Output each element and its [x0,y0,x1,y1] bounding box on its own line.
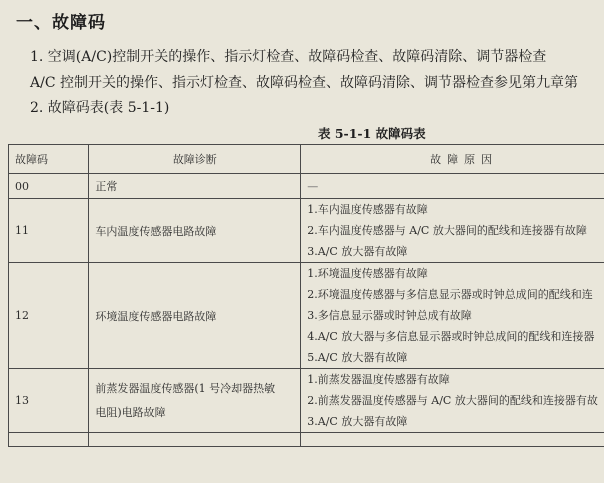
cell-code: 00 [9,174,89,199]
fault-code-table [8,144,604,447]
cell-cause [301,199,604,263]
table-header-row [9,145,604,174]
cell-code: 11 [9,199,89,263]
cause-line: 2.前蒸发器温度传感器与 A/C 放大器间的配线和连接器有故 [307,394,598,407]
cell-code: 12 [9,263,89,369]
section-heading: 一、故障码 [16,13,106,33]
cause-line: 3.A/C 放大器有故障 [307,245,408,258]
cell-code: 13 [9,369,89,433]
diagnosis-line: 前蒸发器温度传感器(1 号冷却器热敏 [95,381,276,395]
cell-diagnosis [89,369,301,433]
table-row [9,199,604,263]
table-row [9,433,604,447]
paragraph-1: 1. 空调(A/C)控制开关的操作、指示灯检查、故障码检查、故障码清除、调节器检查 [30,49,547,65]
header-diagnosis: 故障诊断 [89,145,301,174]
cell-cause [301,369,604,433]
cause-line: 4.A/C 放大器与多信息显示器或时钟总成间的配线和连接器 [307,330,595,343]
table-row [9,369,604,433]
cause-line: 3.多信息显示器或时钟总成有故障 [307,309,472,322]
cell-diagnosis: 正常 [89,174,301,199]
header-code: 故障码 [9,145,89,174]
cause-line: 5.A/C 放大器有故障 [307,351,408,364]
cause-line: 2.环境温度传感器与多信息显示器或时钟总成间的配线和连 [307,288,593,301]
paragraph-2: A/C 控制开关的操作、指示灯检查、故障码检查、故障码清除、调节器检查参见第九章第 [30,75,578,91]
table-row [9,263,604,369]
cause-line: 1.环境温度传感器有故障 [307,267,428,280]
cell-diagnosis: 环境温度传感器电路故障 [89,263,301,369]
table-row [9,174,604,199]
cause-line: 1.前蒸发器温度传感器有故障 [307,373,450,386]
cell-diagnosis: 车内温度传感器电路故障 [89,199,301,263]
paragraph-3: 2. 故障码表(表 5-1-1) [30,100,170,116]
diagnosis-line: 电阻)电路故障 [95,405,166,419]
table-caption: 表 5-1-1 故障码表 [318,126,426,141]
header-cause: 故障原因 [301,145,604,174]
cause-line: 2.车内温度传感器与 A/C 放大器间的配线和连接器有故障 [307,224,587,237]
cell-cause: — [301,174,604,199]
cell-cause [301,263,604,369]
cause-line: 1.车内温度传感器有故障 [307,203,428,216]
cause-line: 3.A/C 放大器有故障 [307,415,408,428]
